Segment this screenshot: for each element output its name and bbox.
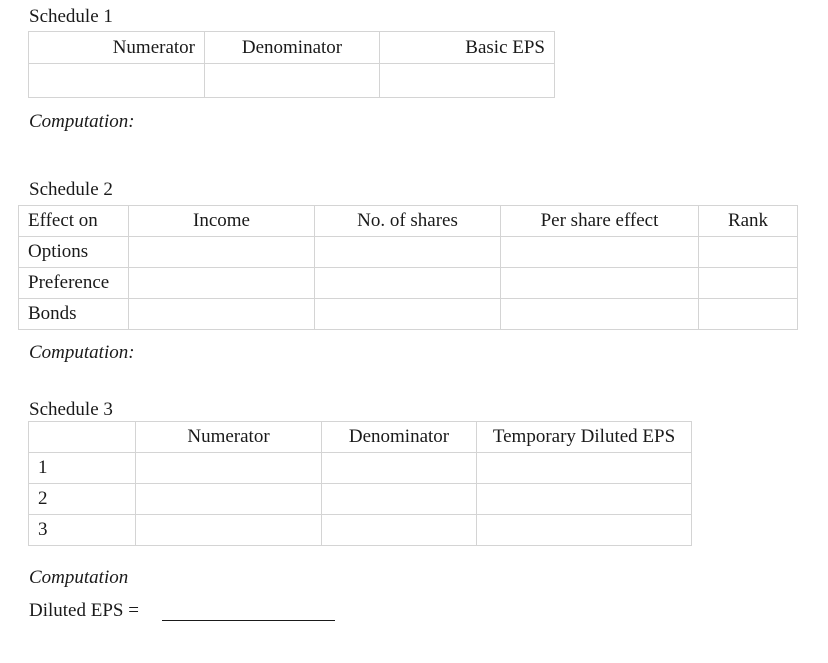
cell-input[interactable] xyxy=(699,268,798,299)
cell-input[interactable] xyxy=(699,299,798,330)
table-row xyxy=(29,453,692,484)
cell-input[interactable] xyxy=(477,515,692,546)
schedule-2-computation-label: Computation: xyxy=(29,342,135,363)
schedule-3-computation-label: Computation xyxy=(29,567,129,588)
table-header-row xyxy=(19,206,798,237)
cell-input[interactable] xyxy=(477,484,692,515)
schedule-1-table xyxy=(28,31,555,98)
row-label-bonds: Bonds xyxy=(19,299,129,330)
cell-input[interactable] xyxy=(136,515,322,546)
cell-input[interactable] xyxy=(315,268,501,299)
table-header-row xyxy=(29,32,555,64)
header-numerator: Numerator xyxy=(29,32,205,64)
header-no-of-shares: No. of shares xyxy=(315,206,501,237)
header-effect-on: Effect on xyxy=(19,206,129,237)
header-per-share-effect: Per share effect xyxy=(501,206,699,237)
table-row xyxy=(29,515,692,546)
cell-input[interactable] xyxy=(322,515,477,546)
schedule-2-title: Schedule 2 xyxy=(29,179,113,200)
header-denominator: Denominator xyxy=(205,32,380,64)
header-blank xyxy=(29,422,136,453)
cell-input[interactable] xyxy=(477,453,692,484)
diluted-eps-label: Diluted EPS = xyxy=(29,600,139,621)
row-label-3: 3 xyxy=(29,515,136,546)
cell-input[interactable] xyxy=(129,299,315,330)
cell-input[interactable] xyxy=(315,237,501,268)
schedule-3-table xyxy=(28,421,692,546)
header-rank: Rank xyxy=(699,206,798,237)
table-row xyxy=(29,484,692,515)
diluted-eps-answer-line[interactable] xyxy=(162,620,335,621)
row-label-options: Options xyxy=(19,237,129,268)
cell-input[interactable] xyxy=(501,268,699,299)
cell-input[interactable] xyxy=(136,484,322,515)
schedule-3-title: Schedule 3 xyxy=(29,399,113,420)
schedule-1-title: Schedule 1 xyxy=(29,6,113,27)
table-row xyxy=(19,237,798,268)
cell-input[interactable] xyxy=(129,268,315,299)
cell-basic-eps-input[interactable] xyxy=(380,64,555,98)
cell-input[interactable] xyxy=(322,484,477,515)
cell-input[interactable] xyxy=(699,237,798,268)
header-denominator: Denominator xyxy=(322,422,477,453)
table-header-row xyxy=(29,422,692,453)
row-label-1: 1 xyxy=(29,453,136,484)
cell-input[interactable] xyxy=(136,453,322,484)
header-temporary-diluted-eps: Temporary Diluted EPS xyxy=(477,422,692,453)
cell-denominator-input[interactable] xyxy=(205,64,380,98)
header-income: Income xyxy=(129,206,315,237)
header-numerator: Numerator xyxy=(136,422,322,453)
header-basic-eps: Basic EPS xyxy=(380,32,555,64)
row-label-preference: Preference xyxy=(19,268,129,299)
cell-input[interactable] xyxy=(501,237,699,268)
cell-input[interactable] xyxy=(129,237,315,268)
cell-input[interactable] xyxy=(501,299,699,330)
table-row xyxy=(19,268,798,299)
schedule-2-table xyxy=(18,205,798,330)
table-row xyxy=(29,64,555,98)
cell-numerator-input[interactable] xyxy=(29,64,205,98)
row-label-2: 2 xyxy=(29,484,136,515)
cell-input[interactable] xyxy=(322,453,477,484)
table-row xyxy=(19,299,798,330)
schedule-1-computation-label: Computation: xyxy=(29,111,135,132)
cell-input[interactable] xyxy=(315,299,501,330)
